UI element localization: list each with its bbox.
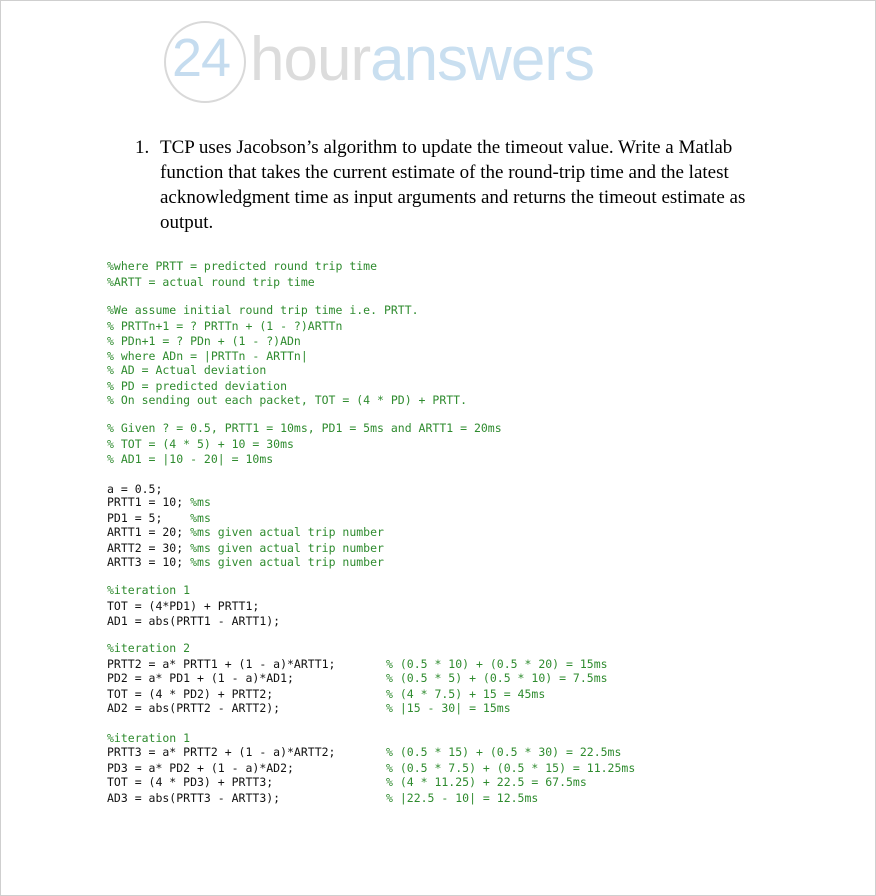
code-statement: ARTT1 = 20;: [107, 525, 191, 539]
logo-word-answers: answers: [370, 25, 594, 94]
code-inline-comment: % |22.5 - 10| = 12.5ms: [386, 791, 539, 805]
iteration-header: %iteration 1: [107, 583, 191, 597]
code-line: [107, 495, 211, 510]
code-inline-comment: %ms given actual trip number: [190, 555, 384, 569]
code-comment-line: % PRTTn+1 = ? PRTTn + (1 - ?)ARTTn: [107, 319, 343, 333]
code-inline-comment: % (4 * 7.5) + 15 = 45ms: [386, 687, 546, 701]
question-text: TCP uses Jacobson’s algorithm to update the timeout value. Write a Matlab function that takes the current estimate of the round-trip time and the latest acknowledgment time as input arguments and returns the timeout estimate as output.: [160, 137, 746, 233]
code-inline-comment: % (0.5 * 7.5) + (0.5 * 15) = 11.25ms: [386, 761, 636, 775]
logo-wordmark: [250, 27, 594, 93]
code-inline-comment: %ms: [190, 511, 211, 525]
code-inline-comment: % (0.5 * 10) + (0.5 * 20) = 15ms: [386, 657, 608, 671]
code-statement: ARTT3 = 10;: [107, 555, 191, 569]
code-statement: ARTT2 = 30;: [107, 541, 191, 555]
code-line: [107, 525, 384, 540]
code-inline-comment: % (0.5 * 5) + (0.5 * 10) = 7.5ms: [386, 671, 608, 685]
code-comment-line: %where PRTT = predicted round trip time: [107, 259, 378, 273]
code-comment-line: % PDn+1 = ? PDn + (1 - ?)ADn: [107, 334, 301, 348]
code-statement: PD1 = 5;: [107, 511, 191, 525]
code-line: [107, 541, 384, 556]
code-line: PRTT2 = a* PRTT1 + (1 - a)*ARTT1;: [107, 657, 336, 671]
code-line: AD3 = abs(PRTT3 - ARTT3);: [107, 791, 281, 805]
iteration-header: %iteration 1: [107, 731, 191, 745]
iteration-header: %iteration 2: [107, 641, 191, 655]
code-inline-comment: %ms given actual trip number: [190, 525, 384, 539]
code-line: [107, 511, 211, 526]
code-line: PRTT3 = a* PRTT2 + (1 - a)*ARTT2;: [107, 745, 336, 759]
watermark-logo: [164, 21, 684, 107]
code-comment-line: % On sending out each packet, TOT = (4 * PD) + PRTT.: [107, 393, 468, 407]
logo-number: 24: [172, 28, 231, 88]
code-line: [107, 555, 384, 570]
logo-word-hour: hour: [250, 25, 371, 94]
code-line: TOT = (4 * PD3) + PRTT3;: [107, 775, 274, 789]
code-inline-comment: % (4 * 11.25) + 22.5 = 67.5ms: [386, 775, 587, 789]
question-number: 1.: [135, 137, 150, 158]
code-comment-line: % TOT = (4 * 5) + 10 = 30ms: [107, 437, 294, 451]
code-line: AD2 = abs(PRTT2 - ARTT2);: [107, 701, 281, 715]
code-statement: a = 0.5;: [107, 482, 163, 496]
code-line: TOT = (4 * PD2) + PRTT2;: [107, 687, 274, 701]
code-comment-line: %We assume initial round trip time i.e. PRTT.: [107, 303, 419, 317]
code-comment-line: %ARTT = actual round trip time: [107, 275, 315, 289]
code-comment-line: % where ADn = |PRTTn - ARTTn|: [107, 349, 308, 363]
code-inline-comment: %ms given actual trip number: [190, 541, 384, 555]
code-comment-line: % Given ? = 0.5, PRTT1 = 10ms, PD1 = 5ms and ARTT1 = 20ms: [107, 421, 502, 435]
code-comment-line: % AD1 = |10 - 20| = 10ms: [107, 452, 274, 466]
code-inline-comment: % |15 - 30| = 15ms: [386, 701, 511, 715]
code-line: PD2 = a* PD1 + (1 - a)*AD1;: [107, 671, 294, 685]
code-line: PD3 = a* PD2 + (1 - a)*AD2;: [107, 761, 294, 775]
code-inline-comment: %ms: [190, 495, 211, 509]
code-statement: PRTT1 = 10;: [107, 495, 191, 509]
code-inline-comment: % (0.5 * 15) + (0.5 * 30) = 22.5ms: [386, 745, 622, 759]
code-line: TOT = (4*PD1) + PRTT1;: [107, 599, 260, 613]
code-comment-line: % PD = predicted deviation: [107, 379, 288, 393]
code-line: AD1 = abs(PRTT1 - ARTT1);: [107, 614, 281, 628]
code-comment-line: % AD = Actual deviation: [107, 363, 267, 377]
